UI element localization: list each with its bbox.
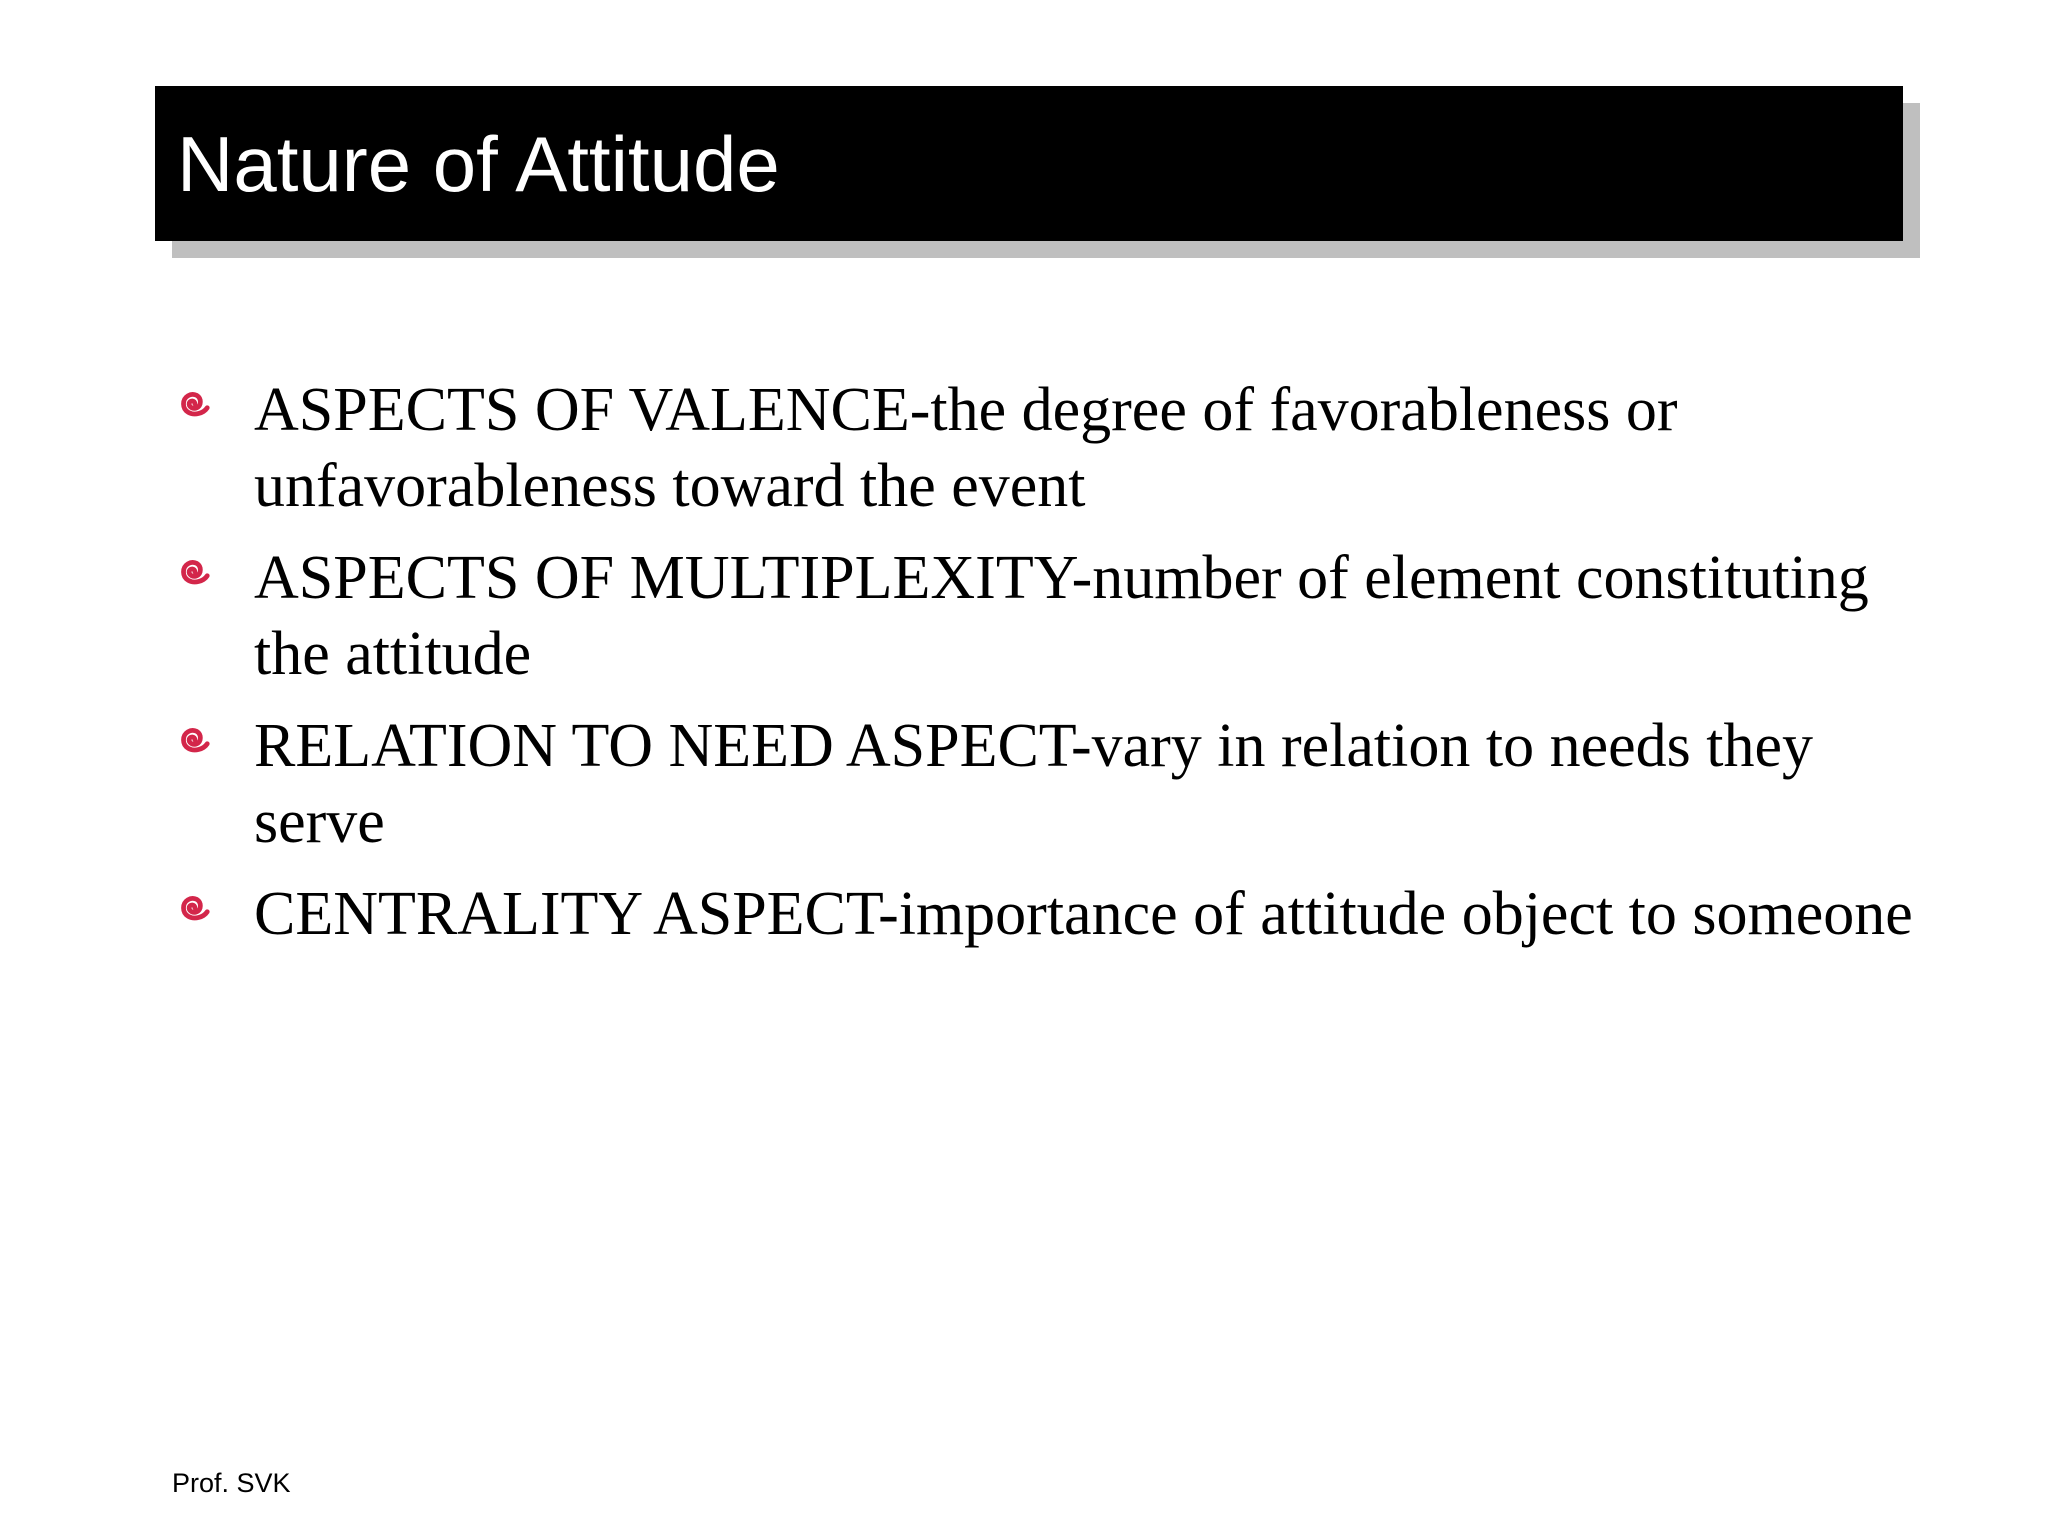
title-bar (155, 86, 1903, 241)
bullet-item (170, 708, 1930, 860)
spiral-bullet-icon (174, 888, 212, 926)
bullet-item (170, 372, 1930, 524)
bullet-list (170, 372, 1930, 968)
bullet-item (170, 876, 1930, 952)
bullet-text: ASPECTS OF MULTIPLEXITY-number of element constituting the attitude (254, 544, 1869, 688)
bullet-text: ASPECTS OF VALENCE-the degree of favorableness or unfavorableness toward the event (254, 376, 1678, 520)
slide-title: Nature of Attitude (177, 119, 780, 208)
spiral-bullet-icon (174, 720, 212, 758)
bullet-item (170, 540, 1930, 692)
footer-author: Prof. SVK (172, 1468, 291, 1498)
bullet-text: RELATION TO NEED ASPECT-vary in relation to needs they serve (254, 712, 1814, 856)
bullet-text: CENTRALITY ASPECT-importance of attitude object to someone (254, 880, 1913, 948)
spiral-bullet-icon (174, 384, 212, 422)
spiral-bullet-icon (174, 552, 212, 590)
